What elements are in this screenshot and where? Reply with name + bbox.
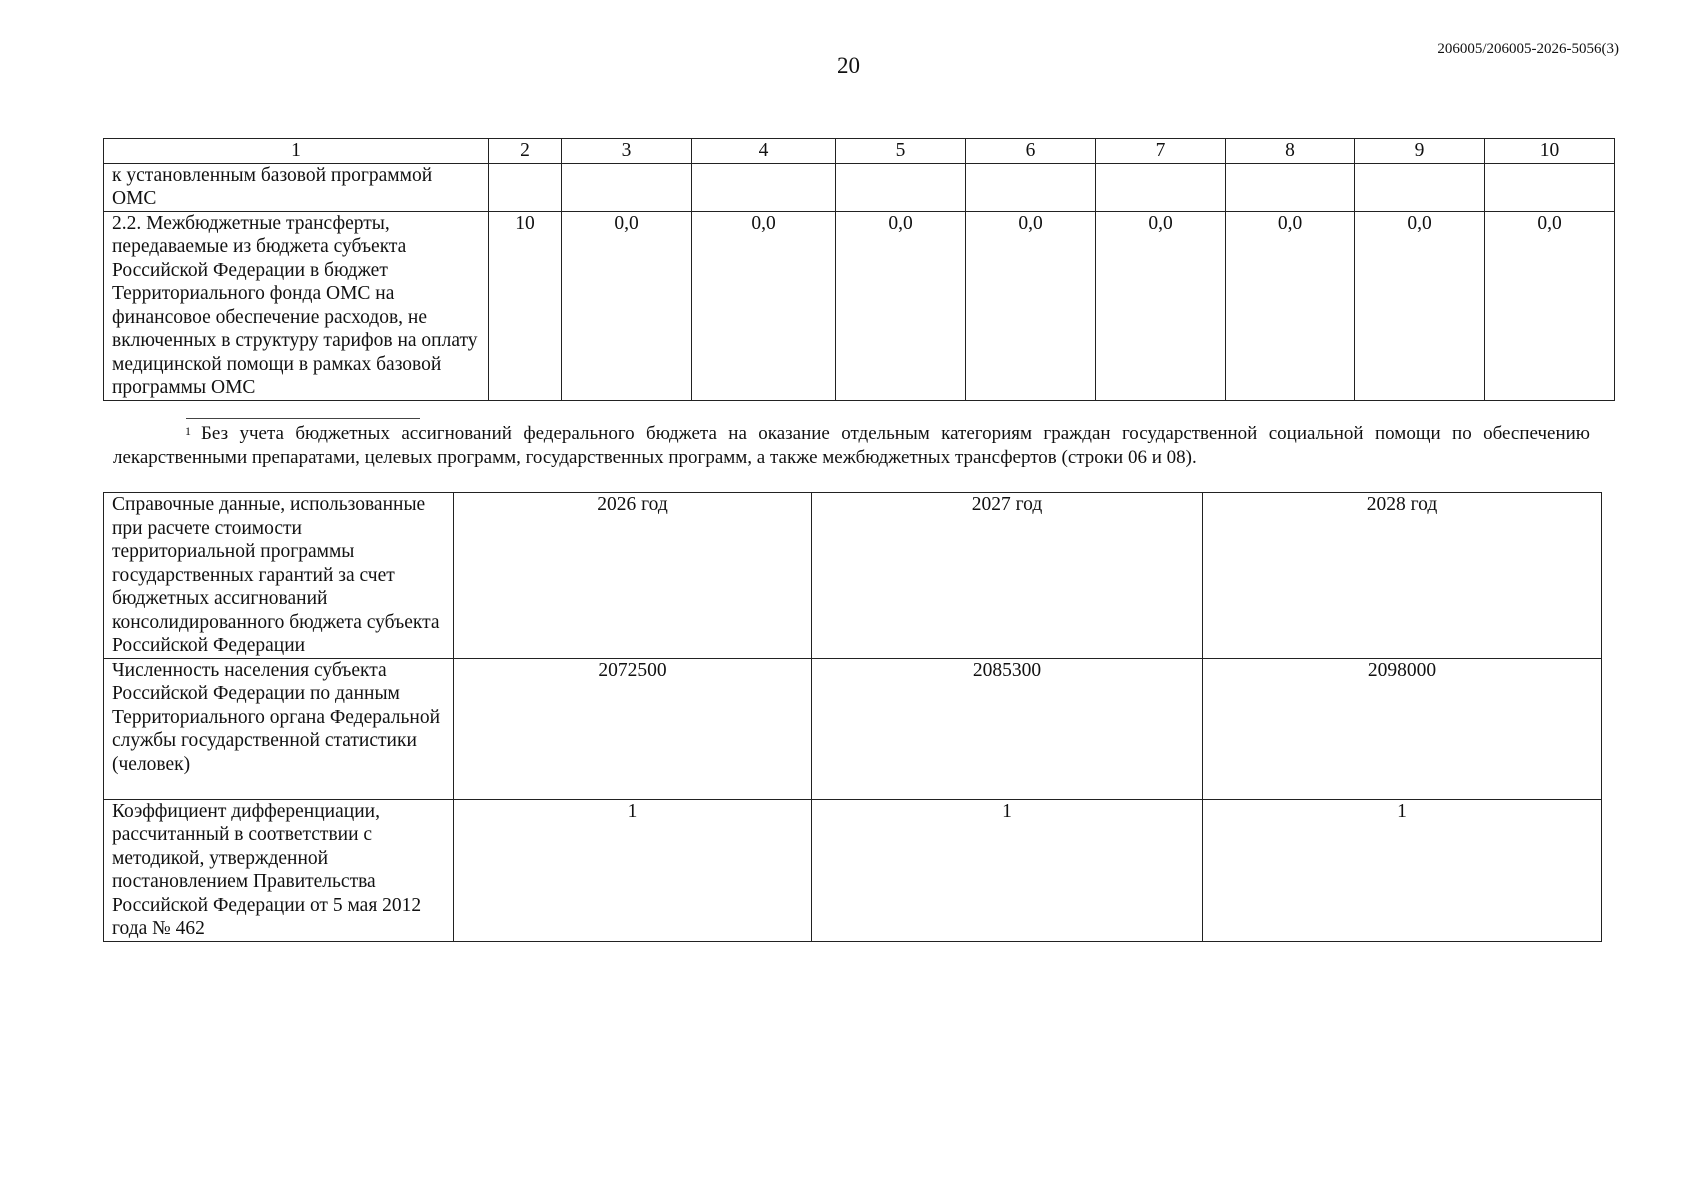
column-number: 4 [692,139,836,164]
table-cell [692,163,836,211]
table-cell [966,163,1096,211]
column-number: 8 [1226,139,1355,164]
table-cell [1226,163,1355,211]
footnote-text: Без учета бюджетных ассигнований федерального бюджета на оказание отдельным категориям граждан государственной социальной помощи по обеспечению лекарственными препаратами, целевых программ, государственных программ, а также межбюджетных трансфертов (строки 06 и 08). [113,423,1590,468]
document-id: 206005/206005-2026-5056(3) [1437,41,1619,57]
table-cell: 0,0 [692,211,836,400]
year-header: 2027 год [812,493,1203,659]
table-cell [836,163,966,211]
table-row [104,211,1615,400]
row-label: Численность населения субъекта Российской Федерации по данным Территориального органа Федеральной службы государственной статистики (человек) [104,658,454,799]
year-header: 2026 год [454,493,812,659]
table-cell [1355,163,1485,211]
footnote-marker: 1 [185,424,191,438]
table-cell: 1 [1203,799,1602,941]
table-row [104,163,1615,211]
row-label: к установленным базовой программой ОМС [104,163,489,211]
table-cell: 0,0 [1096,211,1226,400]
year-header: 2028 год [1203,493,1602,659]
column-number: 9 [1355,139,1485,164]
main-table [103,138,1615,401]
column-number: 5 [836,139,966,164]
footnote-divider [186,418,420,419]
table-cell: 2098000 [1203,658,1602,799]
table-cell: 0,0 [1226,211,1355,400]
row-label: 2.2. Межбюджетные трансферты, передаваемые из бюджета субъекта Российской Федерации в бюджет Территориального фонда ОМС на финансовое обеспечение расходов, не включенных в структуру тарифов на оплату медицинской помощи в рамках базовой программы ОМС [104,211,489,400]
column-number: 10 [1485,139,1615,164]
reference-header-label: Справочные данные, использованные при расчете стоимости территориальной программы государственных гарантий за счет бюджетных ассигнований консолидированного бюджета субъекта Российской Федерации [104,493,454,659]
table-cell [562,163,692,211]
main-table-header-row [104,139,1615,164]
column-number: 2 [489,139,562,164]
table-cell: 0,0 [836,211,966,400]
row-label: Коэффициент дифференциации, рассчитанный в соответствии с методикой, утвержденной постановлением Правительства Российской Федерации от 5 мая 2012 года № 462 [104,799,454,941]
table-row [104,658,1602,799]
reference-header-row [104,493,1602,659]
table-row [104,799,1602,941]
column-number: 6 [966,139,1096,164]
reference-data-table [103,492,1602,942]
column-number: 3 [562,139,692,164]
table-cell: 1 [812,799,1203,941]
table-cell [1485,163,1615,211]
table-cell: 0,0 [966,211,1096,400]
table-cell: 2085300 [812,658,1203,799]
column-number: 1 [104,139,489,164]
table-cell: 1 [454,799,812,941]
table-cell: 0,0 [1355,211,1485,400]
table-cell: 0,0 [562,211,692,400]
table-cell: 0,0 [1485,211,1615,400]
table-cell: 10 [489,211,562,400]
page-number: 20 [837,53,860,78]
table-cell [489,163,562,211]
table-cell [1096,163,1226,211]
column-number: 7 [1096,139,1226,164]
table-cell: 2072500 [454,658,812,799]
footnote [113,422,1590,469]
